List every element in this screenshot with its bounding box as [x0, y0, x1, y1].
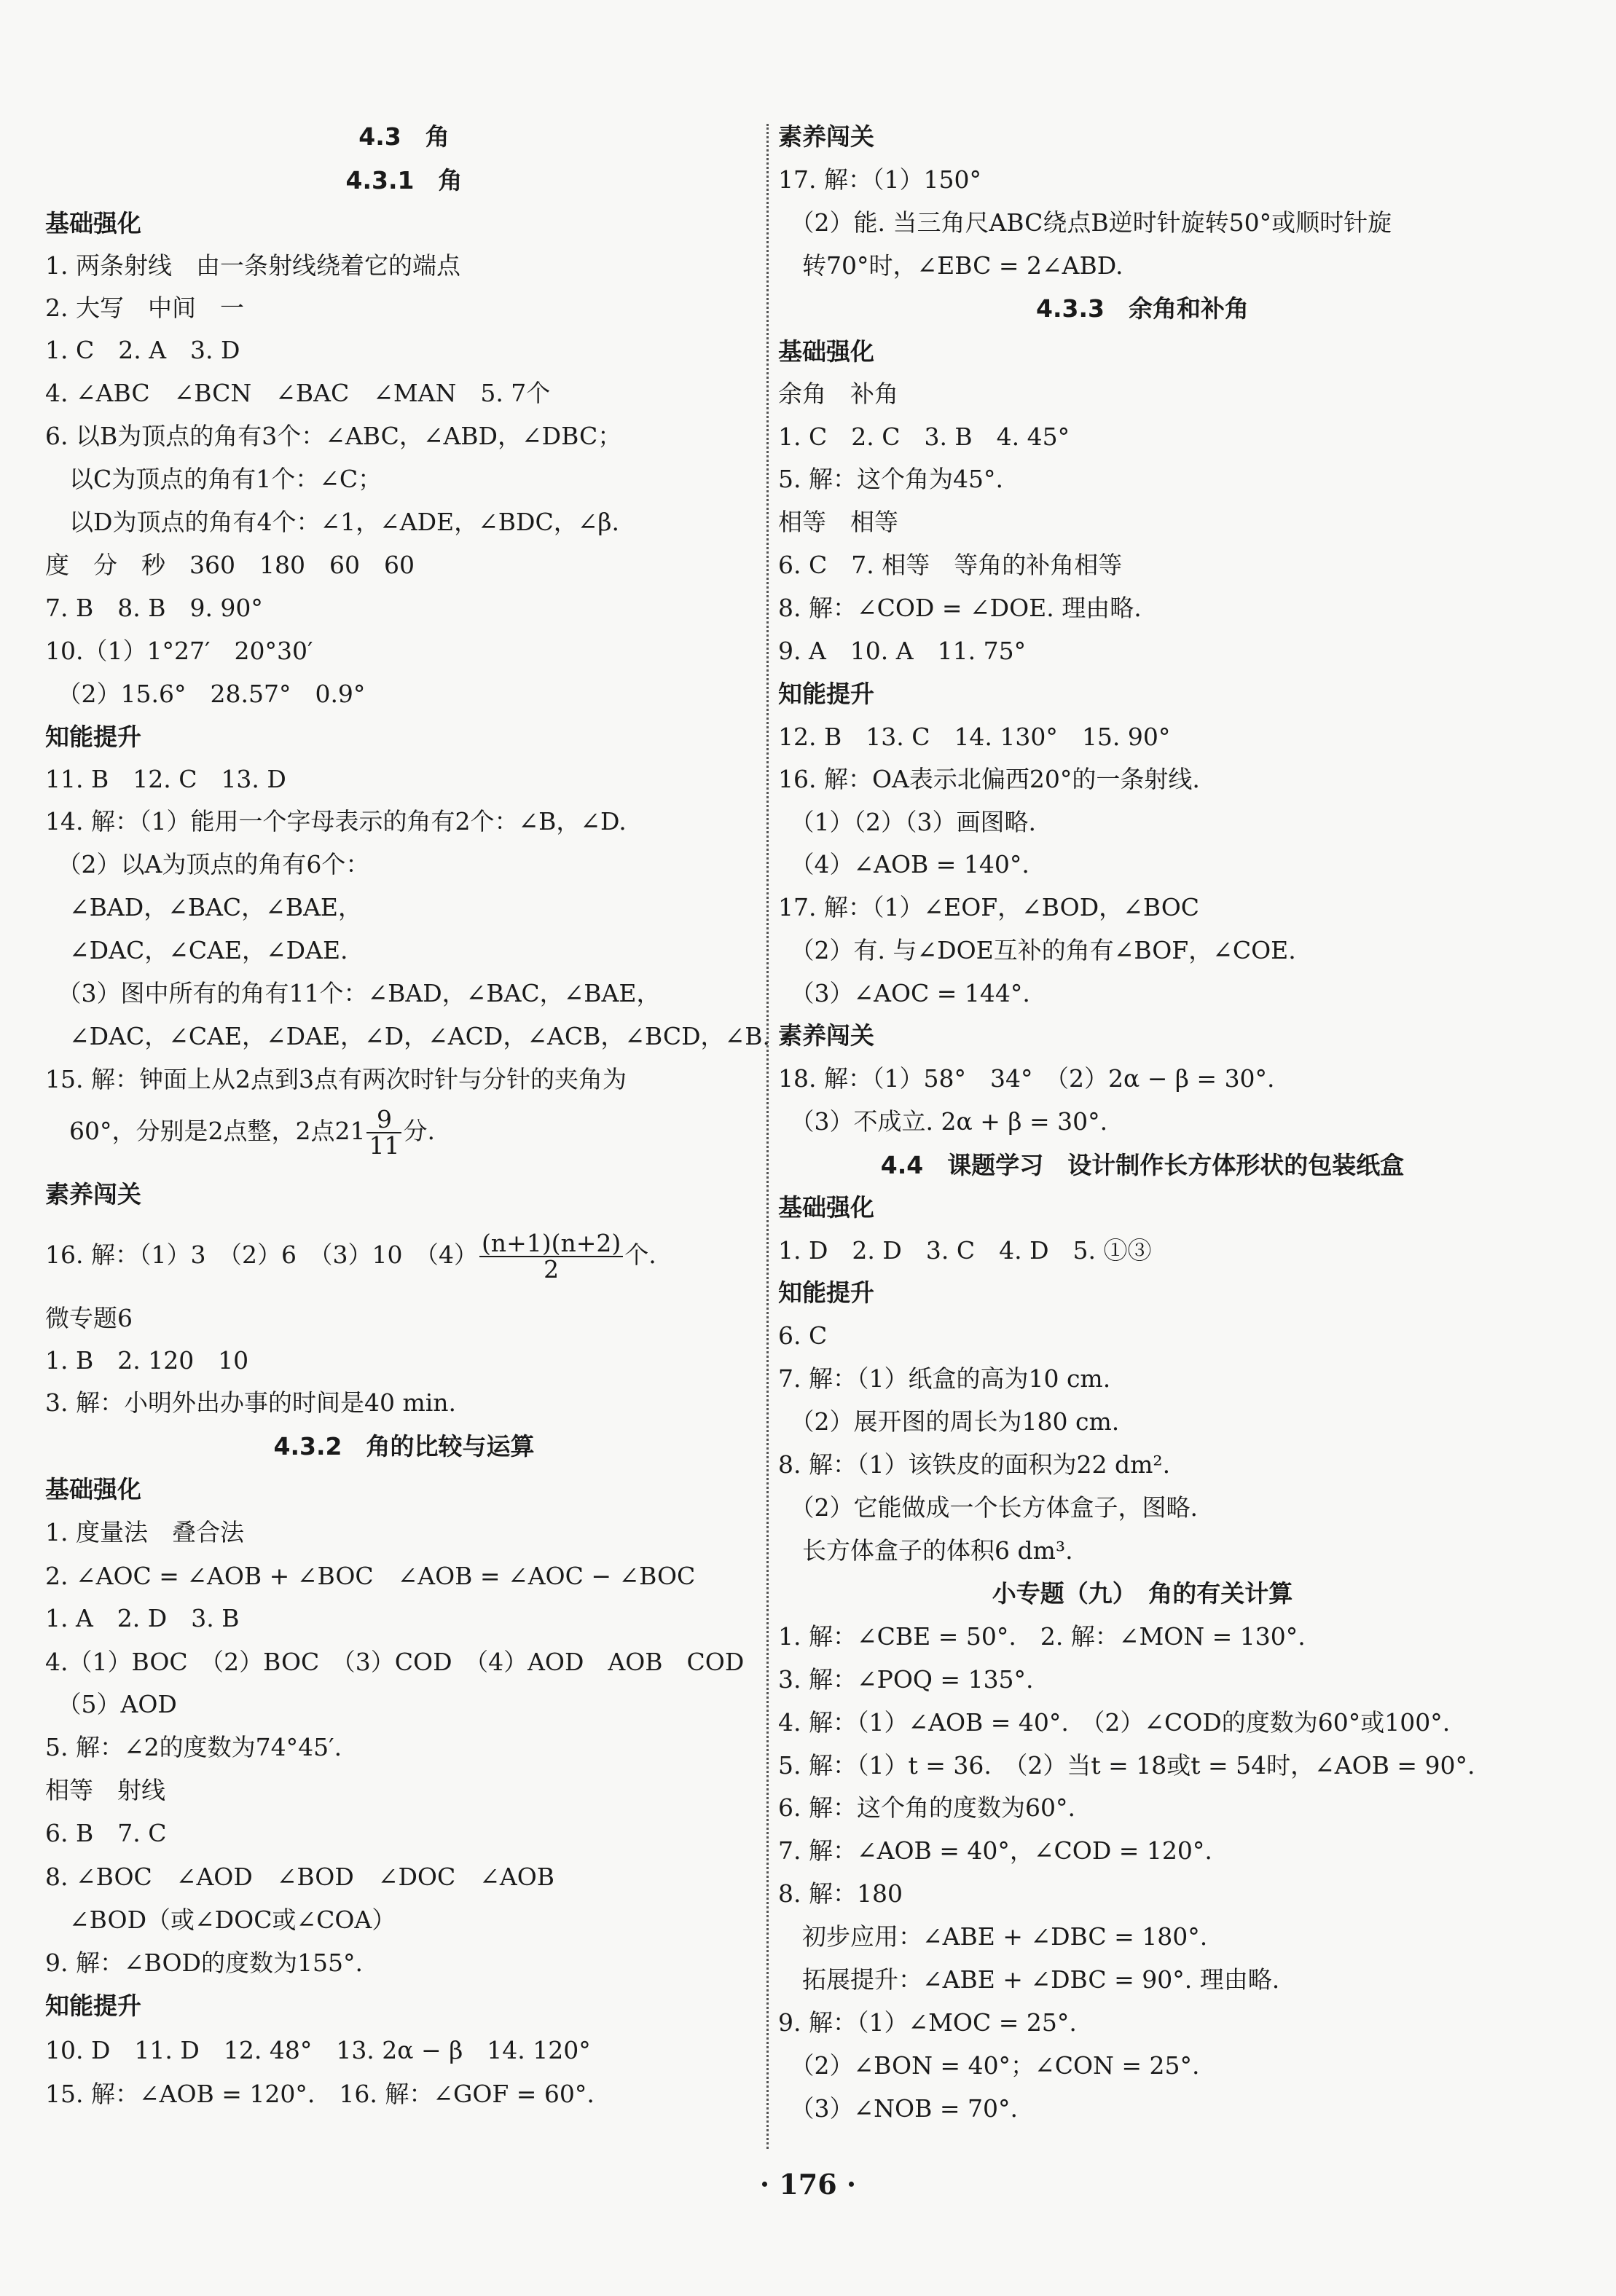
section-heading: 4.3.3 余角和补角	[1036, 294, 1249, 323]
answer-line: （3）∠AOC = 144°.	[778, 979, 1030, 1007]
answer-line: 5. 解：∠2的度数为74°45′.	[45, 1733, 342, 1761]
answer-line: （3）∠NOB = 70°.	[778, 2094, 1018, 2123]
answer-line: （5）AOD	[45, 1690, 177, 1718]
answer-line: 1. A 2. D 3. B	[45, 1604, 240, 1632]
answer-line: 长方体盒子的体积6 dm³.	[778, 1536, 1073, 1565]
column-divider	[766, 124, 769, 2149]
answer-line: 6. C 7. 相等 等角的补角相等	[778, 551, 1123, 579]
answer-line: 16. 解：（1）3 （2）6 （3）10 （4） $\frac{(n+1)(n+2)}{2}$ 个.	[45, 1229, 656, 1283]
answer-line: （4）∠AOB = 140°.	[778, 850, 1029, 878]
subsection-label: 知能提升	[45, 723, 141, 751]
answer-line: 4. ∠ABC ∠BCN ∠BAC ∠MAN 5. 7个	[45, 379, 551, 407]
answer-line: （2）以A为顶点的角有6个：	[45, 850, 370, 878]
answer-line: 9. 解：∠BOD的度数为155°.	[45, 1949, 363, 1977]
subsection-label: 素养闯关	[778, 122, 874, 151]
section-heading: 4.3.1 角	[345, 166, 463, 194]
answer-line: 2. 大写 中间 一	[45, 294, 244, 322]
answer-line: 6. C	[778, 1321, 828, 1350]
section-heading: 小专题（九） 角的有关计算	[992, 1579, 1293, 1608]
answer-line: 17. 解：（1）150°	[778, 165, 981, 194]
subsection-label: 基础强化	[778, 1193, 874, 1222]
answer-line: 6. 以B为顶点的角有3个：∠ABC，∠ABD，∠DBC；	[45, 422, 622, 450]
answer-line: 5. 解：（1）t = 36. （2）当t = 18或t = 54时，∠AOB = 90°.	[778, 1751, 1475, 1780]
subsection-label: 素养闯关	[778, 1021, 874, 1050]
answer-line: 拓展提升：∠ABE + ∠DBC = 90°. 理由略.	[778, 1965, 1280, 1994]
answer-line: 15. 解：钟面上从2点到3点有两次时针与分针的夹角为	[45, 1065, 627, 1093]
answer-line: ∠BOD（或∠DOC或∠COA）	[45, 1906, 396, 1934]
answer-line: 8. 解：∠COD = ∠DOE. 理由略.	[778, 594, 1142, 622]
answer-line: 7. 解：（1）纸盒的高为10 cm.	[778, 1364, 1111, 1393]
section-heading: 4.3 角	[358, 122, 450, 151]
answer-line: 以C为顶点的角有1个：∠C；	[45, 465, 383, 493]
answer-line: 1. C 2. A 3. D	[45, 336, 240, 364]
answer-line: 8. ∠BOC ∠AOD ∠BOD ∠DOC ∠AOB	[45, 1863, 555, 1891]
answer-line: 10.（1）1°27′ 20°30′	[45, 637, 313, 665]
answer-line: 3. 解：小明外出办事的时间是40 min.	[45, 1388, 457, 1417]
answer-line: 度 分 秒 360 180 60 60	[45, 551, 415, 579]
fraction: $\frac{(n+1)(n+2)}{2}$	[479, 1231, 623, 1282]
answer-line: 以D为顶点的角有4个：∠1，∠ADE，∠BDC，∠β.	[45, 508, 619, 536]
answer-line: （3）图中所有的角有11个：∠BAD，∠BAC，∠BAE，	[45, 979, 661, 1007]
answer-line: 1. 解：∠CBE = 50°. 2. 解：∠MON = 130°.	[778, 1622, 1306, 1651]
subsection-label: 知能提升	[778, 680, 874, 708]
answer-line: 9. 解：（1）∠MOC = 25°.	[778, 2008, 1077, 2037]
answer-line: ∠DAC，∠CAE，∠DAE.	[45, 936, 348, 964]
answer-line: 7. 解：∠AOB = 40°，∠COD = 120°.	[778, 1836, 1212, 1865]
answer-line: 14. 解：（1）能用一个字母表示的角有2个：∠B，∠D.	[45, 807, 627, 836]
answer-line: （2）它能做成一个长方体盒子，图略.	[778, 1493, 1198, 1522]
answer-line: 10. D 11. D 12. 48° 13. 2α − β 14. 120°	[45, 2036, 591, 2064]
answer-line: 60°，分别是2点整，2点21 $\frac{9}{11}$ 分.	[45, 1105, 435, 1160]
fraction: $\frac{9}{11}$	[366, 1107, 401, 1158]
subsection-label: 素养闯关	[45, 1180, 141, 1208]
answer-line: （2）∠BON = 40°；∠CON = 25°.	[778, 2051, 1200, 2080]
subsection-label: 基础强化	[45, 1475, 141, 1503]
answer-line: 5. 解：这个角为45°.	[778, 465, 1003, 493]
answer-line: 6. B 7. C	[45, 1819, 167, 1847]
section-heading: 4.4 课题学习 设计制作长方体形状的包装纸盒	[880, 1151, 1405, 1179]
answer-line: 8. 解：180	[778, 1879, 903, 1908]
answer-line: 12. B 13. C 14. 130° 15. 90°	[778, 723, 1171, 751]
answer-line: （2）展开图的周长为180 cm.	[778, 1407, 1120, 1436]
answer-line: 6. 解：这个角的度数为60°.	[778, 1793, 1075, 1822]
answer-line: （2）15.6° 28.57° 0.9°	[45, 680, 366, 708]
answer-line: 8. 解：（1）该铁皮的面积为22 dm².	[778, 1450, 1171, 1479]
answer-line: 相等 相等	[778, 508, 898, 536]
answer-line: 相等 射线	[45, 1776, 165, 1804]
answer-line: （2）有. 与∠DOE互补的角有∠BOF，∠COE.	[778, 936, 1296, 964]
page-number: · 176 ·	[759, 2168, 857, 2201]
answer-line: 初步应用：∠ABE + ∠DBC = 180°.	[778, 1922, 1208, 1951]
answer-line: 转70°时，∠EBC = 2∠ABD.	[778, 251, 1123, 280]
answer-line: 7. B 8. B 9. 90°	[45, 594, 263, 622]
answer-line: 2. ∠AOC = ∠AOB + ∠BOC ∠AOB = ∠AOC − ∠BOC	[45, 1562, 696, 1590]
subsection-label: 知能提升	[778, 1278, 874, 1307]
answer-line: 11. B 12. C 13. D	[45, 765, 286, 793]
answer-line: ∠BAD，∠BAC，∠BAE，	[45, 893, 362, 921]
answer-line: 4.（1）BOC （2）BOC （3）COD （4）AOD AOB COD	[45, 1648, 745, 1676]
section-heading: 4.3.2 角的比较与运算	[273, 1432, 535, 1460]
answer-line: 9. A 10. A 11. 75°	[778, 637, 1027, 665]
answer-line: 余角 补角	[778, 380, 898, 408]
subsection-label: 基础强化	[45, 209, 141, 237]
answer-line: 4. 解：（1）∠AOB = 40°. （2）∠COD的度数为60°或100°.	[778, 1708, 1451, 1737]
answer-line: 17. 解：（1）∠EOF，∠BOD，∠BOC	[778, 893, 1199, 921]
answer-line: 16. 解：OA表示北偏西20°的一条射线.	[778, 765, 1200, 793]
answer-line: 1. D 2. D 3. C 4. D 5. ①③	[778, 1236, 1152, 1265]
answer-line: 1. C 2. C 3. B 4. 45°	[778, 422, 1070, 451]
answer-line: 1. 两条射线 由一条射线绕着它的端点	[45, 251, 460, 280]
answer-line: 1. B 2. 120 10	[45, 1346, 249, 1375]
answer-line: （3）不成立. 2α + β = 30°.	[778, 1107, 1108, 1136]
answer-line: 微专题6	[45, 1304, 133, 1332]
answer-line: 18. 解：（1）58° 34° （2）2α − β = 30°.	[778, 1064, 1275, 1093]
answer-line: ∠DAC，∠CAE，∠DAE，∠D，∠ACD，∠ACB，∠BCD，∠B.	[45, 1022, 770, 1050]
answer-line: 1. 度量法 叠合法	[45, 1518, 244, 1546]
answer-line: （2）能. 当三角尺ABC绕点B逆时针旋转50°或顺时针旋	[778, 208, 1392, 237]
subsection-label: 基础强化	[778, 337, 874, 366]
answer-line: 3. 解：∠POQ = 135°.	[778, 1665, 1034, 1694]
subsection-label: 知能提升	[45, 1992, 141, 2020]
answer-line: （1）（2）（3）画图略.	[778, 808, 1036, 836]
answer-line: 15. 解：∠AOB = 120°. 16. 解：∠GOF = 60°.	[45, 2080, 595, 2108]
